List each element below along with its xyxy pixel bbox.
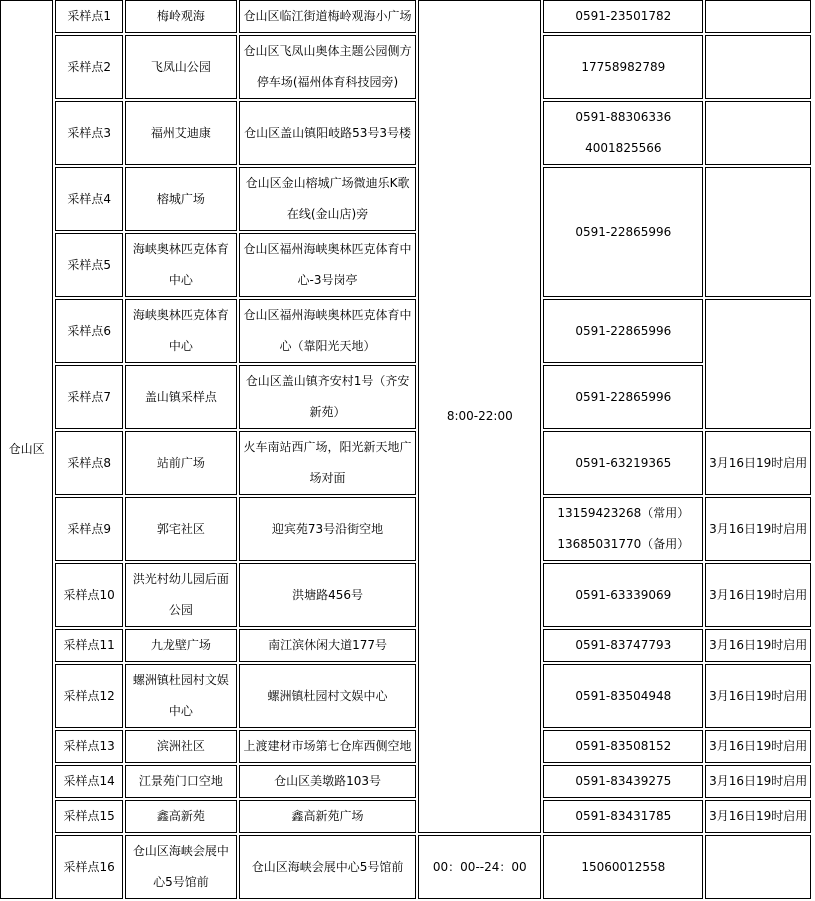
table-row <box>0 765 811 798</box>
site-phone-secondary: 13685031770（备用） <box>557 537 690 551</box>
site-address: 洪塘路456号 <box>239 563 416 627</box>
site-note <box>705 299 811 429</box>
site-name: 鑫高新苑 <box>125 800 237 833</box>
site-id: 采样点16 <box>55 835 123 899</box>
site-note: 3月16日19时启用 <box>705 765 811 798</box>
site-phone: 0591-83747793 <box>543 629 703 662</box>
site-note <box>705 35 811 99</box>
site-phone: 0591-22865996 <box>543 167 703 297</box>
table-row <box>0 563 811 627</box>
site-name: 螺洲镇杜园村文娱中心 <box>125 664 237 728</box>
site-phone: 0591-22865996 <box>543 365 703 429</box>
site-phone: 0591-83504948 <box>543 664 703 728</box>
table-row <box>0 800 811 833</box>
table-row <box>0 167 811 231</box>
site-id: 采样点3 <box>55 101 123 165</box>
site-address: 仓山区福州海峡奥林匹克体育中心-3号岗亭 <box>239 233 416 297</box>
site-id: 采样点11 <box>55 629 123 662</box>
site-id: 采样点14 <box>55 765 123 798</box>
hours-cell-24h: 00：00--24：00 <box>418 835 541 899</box>
site-address: 螺洲镇杜园村文娱中心 <box>239 664 416 728</box>
table-row <box>0 101 811 165</box>
site-phone: 0591-83508152 <box>543 730 703 763</box>
site-address: 仓山区金山榕城广场微迪乐K歌在线(金山店)旁 <box>239 167 416 231</box>
site-name: 福州艾迪康 <box>125 101 237 165</box>
site-phone: 0591-63219365 <box>543 431 703 495</box>
site-id: 采样点7 <box>55 365 123 429</box>
site-phone: 15060012558 <box>543 835 703 899</box>
site-note: 3月16日19时启用 <box>705 629 811 662</box>
site-id: 采样点10 <box>55 563 123 627</box>
site-name: 郭宅社区 <box>125 497 237 561</box>
site-phone-primary: 13159423268（常用） <box>557 506 690 520</box>
site-note: 3月16日19时启用 <box>705 431 811 495</box>
table-row <box>0 365 811 429</box>
site-address: 迎宾苑73号沿街空地 <box>239 497 416 561</box>
site-name: 盖山镇采样点 <box>125 365 237 429</box>
site-id: 采样点12 <box>55 664 123 728</box>
site-note: 3月16日19时启用 <box>705 730 811 763</box>
site-address: 仓山区临江街道梅岭观海小广场 <box>239 0 416 33</box>
site-address: 仓山区飞凤山奥体主题公园侧方停车场(福州体育科技园旁) <box>239 35 416 99</box>
site-note <box>705 101 811 165</box>
site-id: 采样点4 <box>55 167 123 231</box>
site-id: 采样点1 <box>55 0 123 33</box>
site-id: 采样点8 <box>55 431 123 495</box>
site-phone: 0591-83431785 <box>543 800 703 833</box>
site-id: 采样点15 <box>55 800 123 833</box>
site-name: 洪光村幼儿园后面公园 <box>125 563 237 627</box>
site-phone: 0591-23501782 <box>543 0 703 33</box>
site-name: 九龙壁广场 <box>125 629 237 662</box>
table-row <box>0 35 811 99</box>
site-name: 海峡奥林匹克体育中心 <box>125 299 237 363</box>
table-row <box>0 629 811 662</box>
table-row <box>0 730 811 763</box>
site-note <box>705 835 811 899</box>
site-phone-secondary: 4001825566 <box>585 141 662 155</box>
site-note <box>705 0 811 33</box>
table-row <box>0 0 811 33</box>
site-phone <box>543 101 703 165</box>
table-row <box>0 299 811 363</box>
site-id: 采样点9 <box>55 497 123 561</box>
site-name: 仓山区海峡会展中心5号馆前 <box>125 835 237 899</box>
site-address: 仓山区盖山镇齐安村1号（齐安新苑） <box>239 365 416 429</box>
site-name: 江景苑门口空地 <box>125 765 237 798</box>
site-note: 3月16日19时启用 <box>705 563 811 627</box>
site-note: 3月16日19时启用 <box>705 664 811 728</box>
site-name: 海峡奥林匹克体育中心 <box>125 233 237 297</box>
site-phone: 0591-83439275 <box>543 765 703 798</box>
site-name: 站前广场 <box>125 431 237 495</box>
district-cell: 仓山区 <box>0 0 53 899</box>
table-row <box>0 664 811 728</box>
table-row <box>0 497 811 561</box>
site-name: 梅岭观海 <box>125 0 237 33</box>
hours-cell: 8:00-22:00 <box>418 0 541 833</box>
site-address: 仓山区盖山镇阳岐路53号3号楼 <box>239 101 416 165</box>
table-row <box>0 431 811 495</box>
site-id: 采样点2 <box>55 35 123 99</box>
table-row <box>0 835 811 899</box>
site-id: 采样点5 <box>55 233 123 297</box>
site-address: 仓山区美墩路103号 <box>239 765 416 798</box>
site-phone-primary: 0591-88306336 <box>575 110 672 124</box>
site-address: 火车南站西广场，阳光新天地广场对面 <box>239 431 416 495</box>
site-address: 鑫高新苑广场 <box>239 800 416 833</box>
site-id: 采样点13 <box>55 730 123 763</box>
site-phone: 0591-63339069 <box>543 563 703 627</box>
site-note: 3月16日19时启用 <box>705 800 811 833</box>
site-address: 南江滨休闲大道177号 <box>239 629 416 662</box>
site-address: 上渡建材市场第七仓库西侧空地 <box>239 730 416 763</box>
site-phone <box>543 497 703 561</box>
site-name: 榕城广场 <box>125 167 237 231</box>
site-address: 仓山区海峡会展中心5号馆前 <box>239 835 416 899</box>
site-name: 飞凤山公园 <box>125 35 237 99</box>
site-note <box>705 167 811 297</box>
site-name: 滨洲社区 <box>125 730 237 763</box>
site-address: 仓山区福州海峡奥林匹克体育中心（靠阳光天地） <box>239 299 416 363</box>
site-id: 采样点6 <box>55 299 123 363</box>
site-phone: 0591-22865996 <box>543 299 703 363</box>
site-note: 3月16日19时启用 <box>705 497 811 561</box>
site-phone: 17758982789 <box>543 35 703 99</box>
